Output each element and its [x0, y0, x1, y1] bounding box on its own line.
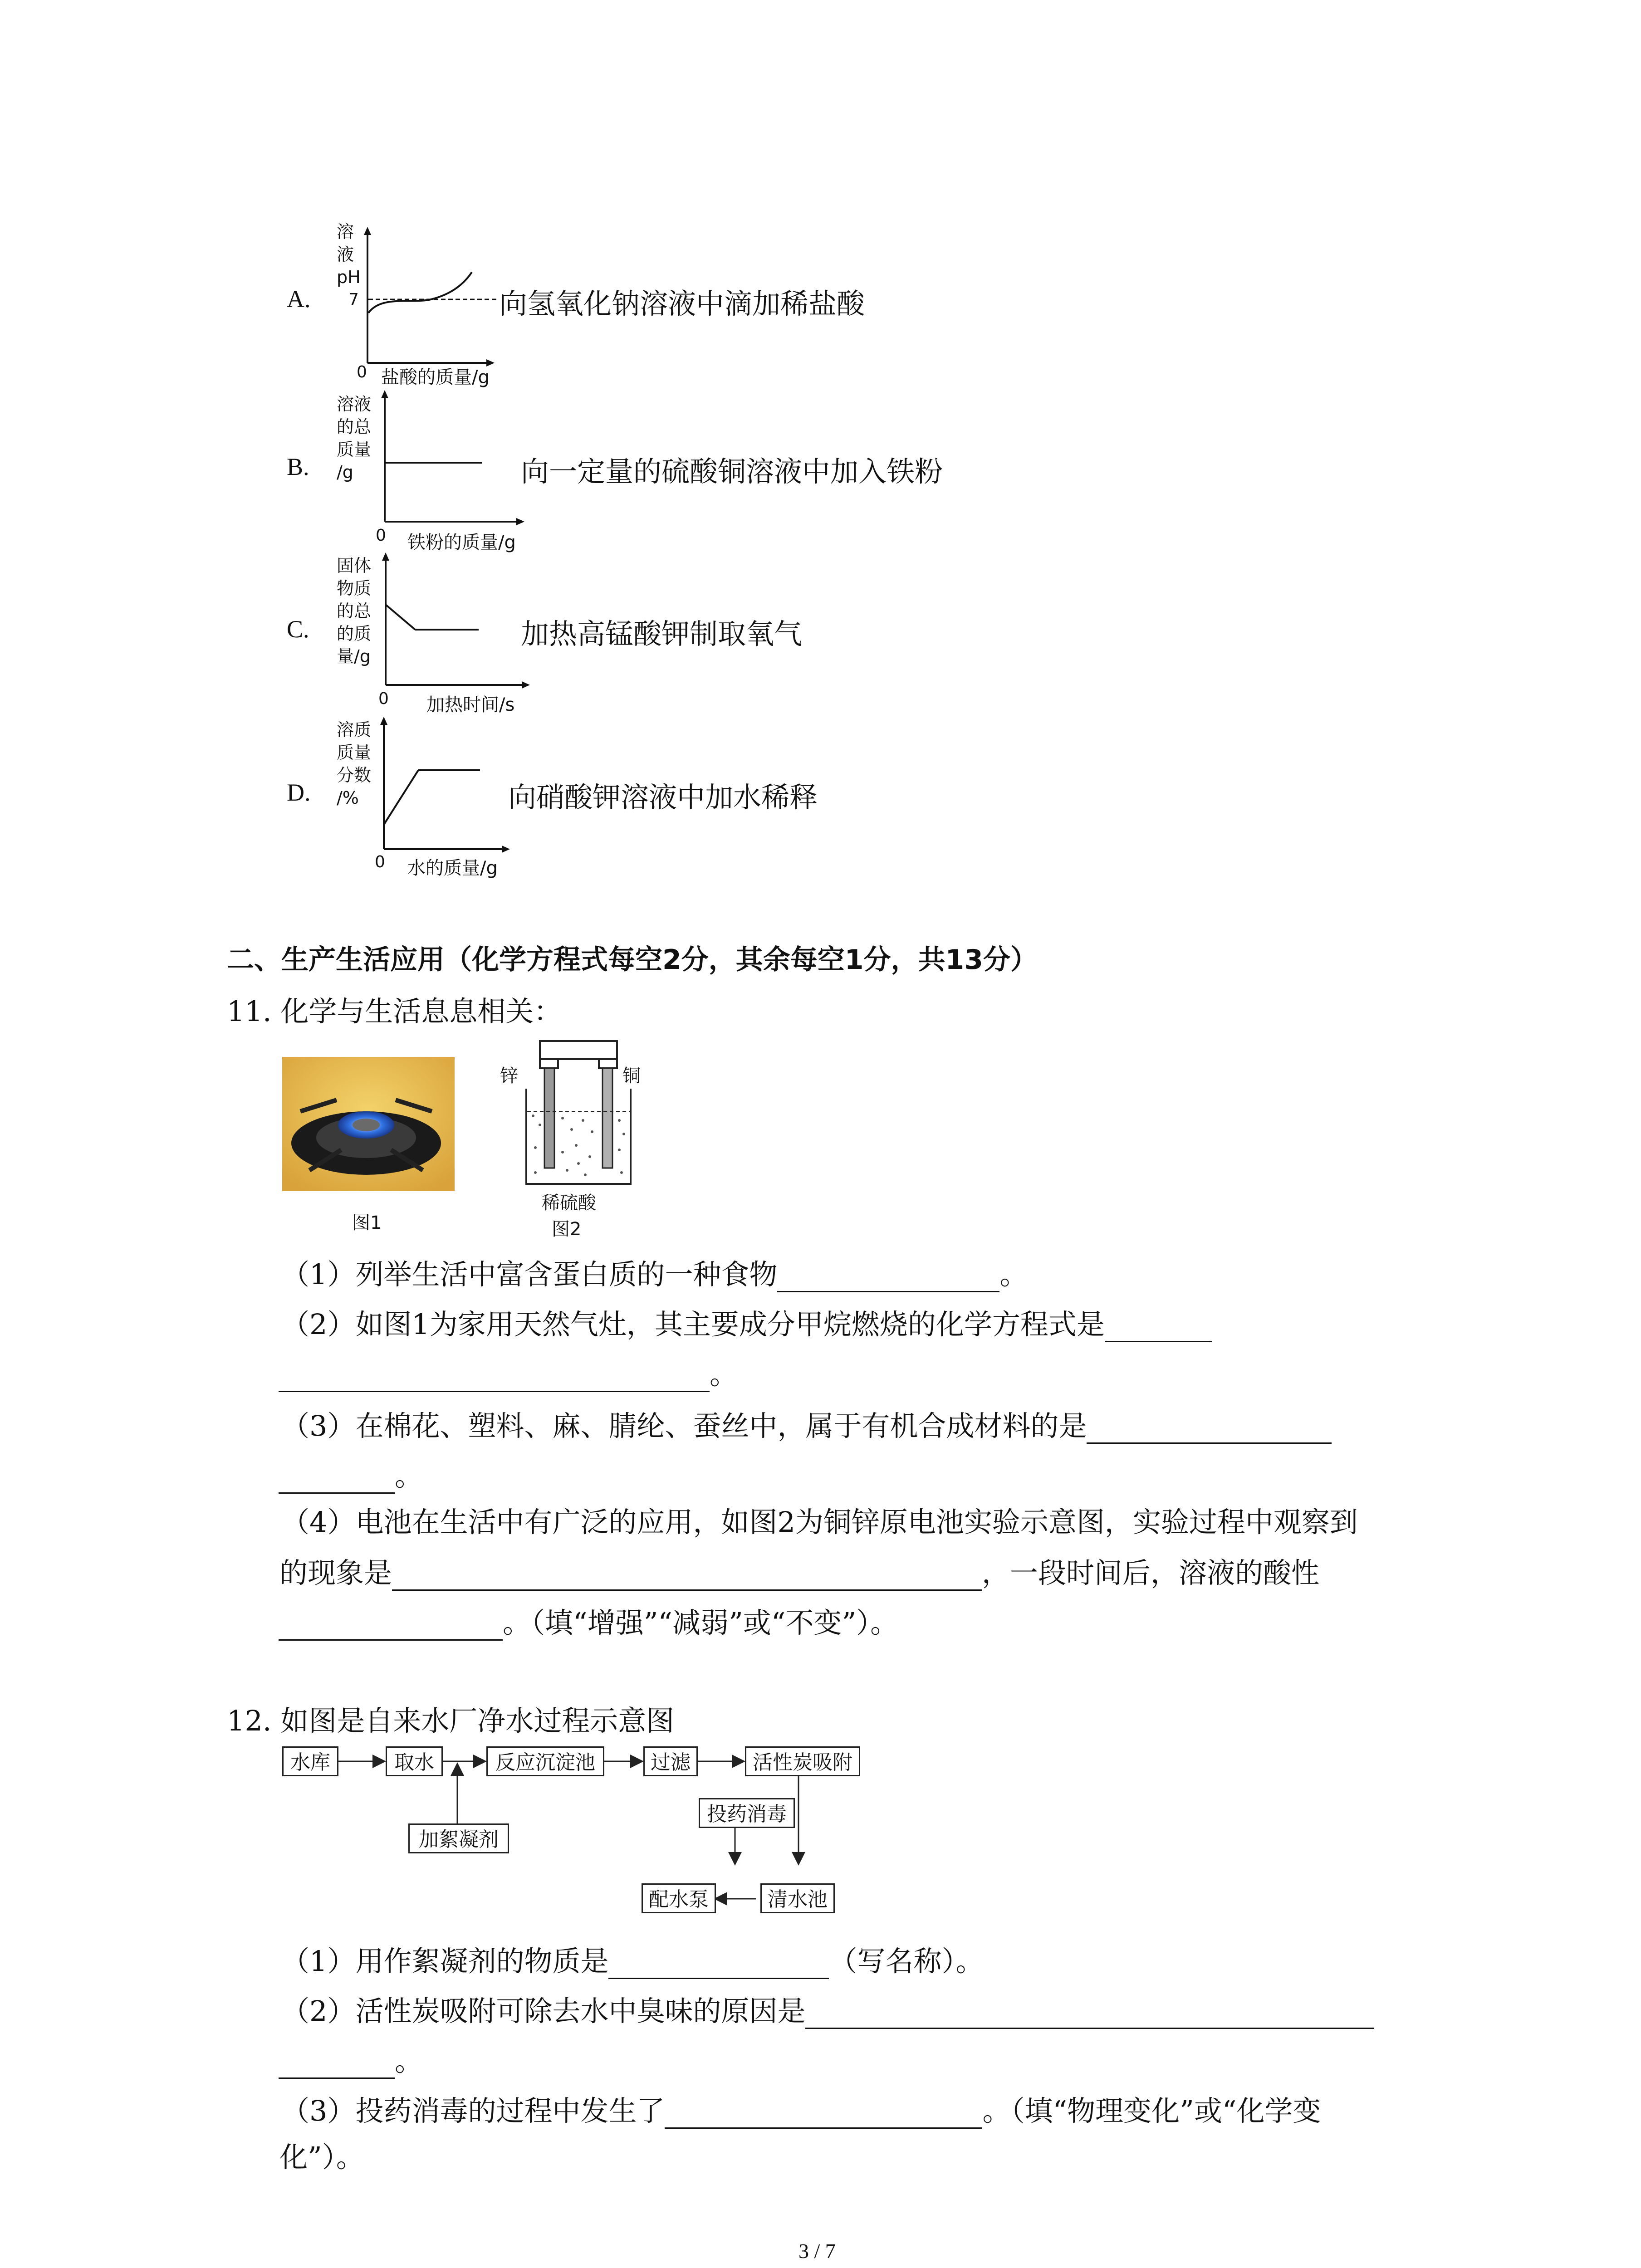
q11-part-4-line2: 的现象是 ，一段时间后，溶液的酸性	[279, 1550, 1319, 1591]
origin-label: 0	[375, 853, 385, 871]
answer-blank[interactable]	[1105, 1314, 1212, 1342]
q11-part-2-cont: 。	[279, 1352, 738, 1392]
y-axis-label: 固体 物质 的总 的质 量/g	[337, 556, 372, 666]
option-letter: A.	[287, 285, 311, 313]
flow-box-sedimentation-tank: 反应沉淀池	[486, 1746, 604, 1776]
dilute-sulfuric-acid-label: 稀硫酸	[542, 1193, 596, 1213]
origin-label: 0	[378, 689, 389, 708]
q11-part-4: （4）电池在生活中有广泛的应用，如图2为铜锌原电池实验示意图，实验过程中观察到	[281, 1505, 1358, 1539]
flow-box-filtration: 过滤	[643, 1746, 698, 1776]
q12-part-3: （3）投药消毒的过程中发生了 。（填“物理变化”或“化学变	[281, 2088, 1321, 2129]
option-letter: B.	[287, 453, 309, 480]
answer-blank[interactable]	[392, 1562, 982, 1591]
q11-part-3-cont: 。	[279, 1453, 423, 1494]
graph-d	[375, 717, 511, 854]
flow-box-clear-water-tank: 清水池	[760, 1883, 835, 1913]
answer-blank[interactable]	[279, 1465, 395, 1494]
dashed-line	[368, 297, 500, 302]
answer-blank[interactable]	[805, 2000, 1374, 2029]
y-axis-label: 溶液 的总 质量 /g	[337, 394, 372, 482]
q11-part-4-line3: 。（填“增强”“减弱”或“不变”）。	[279, 1600, 898, 1641]
q11-part-3: （3）在棉花、塑料、麻、腈纶、蚕丝中，属于有机合成材料的是	[281, 1403, 1332, 1444]
flow-box-reservoir: 水库	[282, 1746, 338, 1776]
flow-box-disinfection: 投药消毒	[699, 1798, 795, 1828]
flow-box-activated-carbon: 活性炭吸附	[745, 1746, 860, 1776]
zinc-label: 锌	[500, 1066, 518, 1086]
answer-blank[interactable]	[279, 1612, 503, 1641]
figure-2-caption: 图2	[552, 1219, 582, 1240]
y-tick-7: 7	[348, 290, 359, 309]
x-axis-label: 铁粉的质量/g	[407, 532, 516, 553]
option-letter: C.	[287, 616, 309, 643]
answer-blank[interactable]	[608, 1950, 829, 1979]
figure-1-caption: 图1	[352, 1212, 382, 1233]
option-description: 向一定量的硫酸铜溶液中加入铁粉	[521, 455, 943, 488]
x-axis-label: 加热时间/s	[426, 694, 515, 715]
answer-blank[interactable]	[1087, 1415, 1332, 1444]
q12-part-2-cont: 。	[279, 2038, 423, 2079]
answer-blank[interactable]	[279, 1364, 710, 1392]
y-axis-label: 溶 液 pH	[337, 222, 361, 287]
option-description: 向硝酸钾溶液中加水稀释	[508, 781, 818, 814]
flow-box-distribution-pump: 配水泵	[642, 1883, 716, 1913]
q12-part-1: （1）用作絮凝剂的物质是 （写名称）。	[281, 1939, 984, 1979]
q11-part-2: （2）如图1为家用天然气灶，其主要成分甲烷燃烧的化学方程式是	[281, 1302, 1212, 1342]
option-description: 加热高锰酸钾制取氧气	[521, 617, 803, 650]
page-number: 3 / 7	[798, 2239, 836, 2263]
section-heading: 二、生产生活应用（化学方程式每空2分，其余每空1分，共13分）	[227, 944, 1038, 976]
flow-box-intake: 取水	[386, 1746, 443, 1776]
q12-part-2: （2）活性炭吸附可除去水中臭味的原因是	[281, 1989, 1374, 2029]
answer-blank[interactable]	[777, 1264, 999, 1292]
q12-part-3-cont: 化”）。	[279, 2141, 364, 2174]
question-12-stem: 12. 如图是自来水厂净水过程示意图	[227, 1704, 675, 1737]
origin-label: 0	[357, 363, 367, 381]
x-axis-label: 水的质量/g	[407, 858, 498, 879]
gas-stove-photo	[282, 1057, 455, 1191]
flow-box-add-flocculant: 加絮凝剂	[408, 1823, 509, 1853]
origin-label: 0	[376, 526, 386, 545]
copper-label: 铜	[622, 1066, 641, 1086]
answer-blank[interactable]	[279, 2050, 395, 2079]
graph-c	[377, 552, 531, 689]
x-axis-label: 盐酸的质量/g	[381, 367, 490, 388]
option-letter: D.	[287, 779, 311, 806]
question-11-stem: 11. 化学与生活息息相关：	[227, 995, 562, 1028]
answer-blank[interactable]	[665, 2100, 982, 2129]
graph-b	[376, 390, 525, 526]
option-description: 向氢氧化钠溶液中滴加稀盐酸	[499, 287, 865, 320]
y-axis-label: 溶质 质量 分数 /%	[337, 720, 372, 808]
q11-part-1: （1）列举生活中富含蛋白质的一种食物 。	[281, 1252, 1028, 1292]
